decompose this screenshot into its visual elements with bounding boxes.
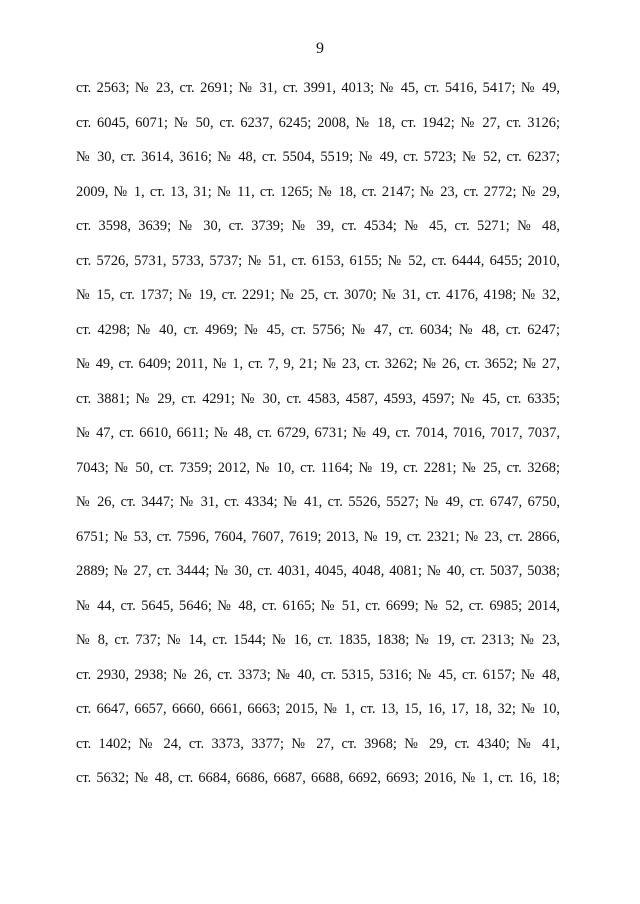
- text-line: 2889; № 27, ст. 3444; № 30, ст. 4031, 4045, 4048, 4081; № 40, ст. 5037, 5038;: [76, 563, 560, 579]
- text-line: 2009, № 1, ст. 13, 31; № 11, ст. 1265; № 18, ст. 2147; № 23, ст. 2772; № 29,: [76, 183, 560, 200]
- text-line: ст. 4298; № 40, ст. 4969; № 45, ст. 5756; № 47, ст. 6034; № 48, ст. 6247;: [76, 321, 560, 338]
- text-line: № 8, ст. 737; № 14, ст. 1544; № 16, ст. 1835, 1838; № 19, ст. 2313; № 23,: [76, 632, 560, 648]
- text-line: № 49, ст. 6409; 2011, № 1, ст. 7, 9, 21; № 23, ст. 3262; № 26, ст. 3652; № 27,: [76, 356, 560, 372]
- text-line: № 47, ст. 6610, 6611; № 48, ст. 6729, 6731; № 49, ст. 7014, 7016, 7017, 7037,: [76, 425, 560, 441]
- text-line: № 26, ст. 3447; № 31, ст. 4334; № 41, ст. 5526, 5527; № 49, ст. 6747, 6750,: [76, 494, 560, 510]
- text-line: № 30, ст. 3614, 3616; № 48, ст. 5504, 5519; № 49, ст. 5723; № 52, ст. 6237;: [76, 149, 560, 165]
- text-line: ст. 3598, 3639; № 30, ст. 3739; № 39, ст. 4534; № 45, ст. 5271; № 48,: [76, 218, 560, 234]
- text-line: ст. 3881; № 29, ст. 4291; № 30, ст. 4583, 4587, 4593, 4597; № 45, ст. 6335;: [76, 390, 560, 407]
- text-line: 6751; № 53, ст. 7596, 7604, 7607, 7619; 2013, № 19, ст. 2321; № 23, ст. 2866,: [76, 528, 560, 545]
- text-line: № 15, ст. 1737; № 19, ст. 2291; № 25, ст. 3070; № 31, ст. 4176, 4198; № 32,: [76, 287, 560, 303]
- text-line: ст. 1402; № 24, ст. 3373, 3377; № 27, ст. 3968; № 29, ст. 4340; № 41,: [76, 735, 560, 752]
- text-line: ст. 5632; № 48, ст. 6684, 6686, 6687, 6688, 6692, 6693; 2016, № 1, ст. 16, 18;: [76, 770, 560, 786]
- text-line: ст. 2930, 2938; № 26, ст. 3373; № 40, ст. 5315, 5316; № 45, ст. 6157; № 48,: [76, 666, 560, 683]
- text-line: ст. 5726, 5731, 5733, 5737; № 51, ст. 6153, 6155; № 52, ст. 6444, 6455; 2010,: [76, 252, 560, 269]
- text-line: ст. 6647, 6657, 6660, 6661, 6663; 2015, № 1, ст. 13, 15, 16, 17, 18, 32; № 10,: [76, 701, 560, 717]
- text-line: ст. 2563; № 23, ст. 2691; № 31, ст. 3991, 4013; № 45, ст. 5416, 5417; № 49,: [76, 80, 560, 96]
- text-line: № 44, ст. 5645, 5646; № 48, ст. 6165; № 51, ст. 6699; № 52, ст. 6985; 2014,: [76, 597, 560, 614]
- text-line: ст. 6045, 6071; № 50, ст. 6237, 6245; 2008, № 18, ст. 1942; № 27, ст. 3126;: [76, 114, 560, 131]
- text-line: 7043; № 50, ст. 7359; 2012, № 10, ст. 1164; № 19, ст. 2281; № 25, ст. 3268;: [76, 459, 560, 476]
- page-number: 9: [316, 40, 324, 57]
- document-body: [76, 79, 560, 804]
